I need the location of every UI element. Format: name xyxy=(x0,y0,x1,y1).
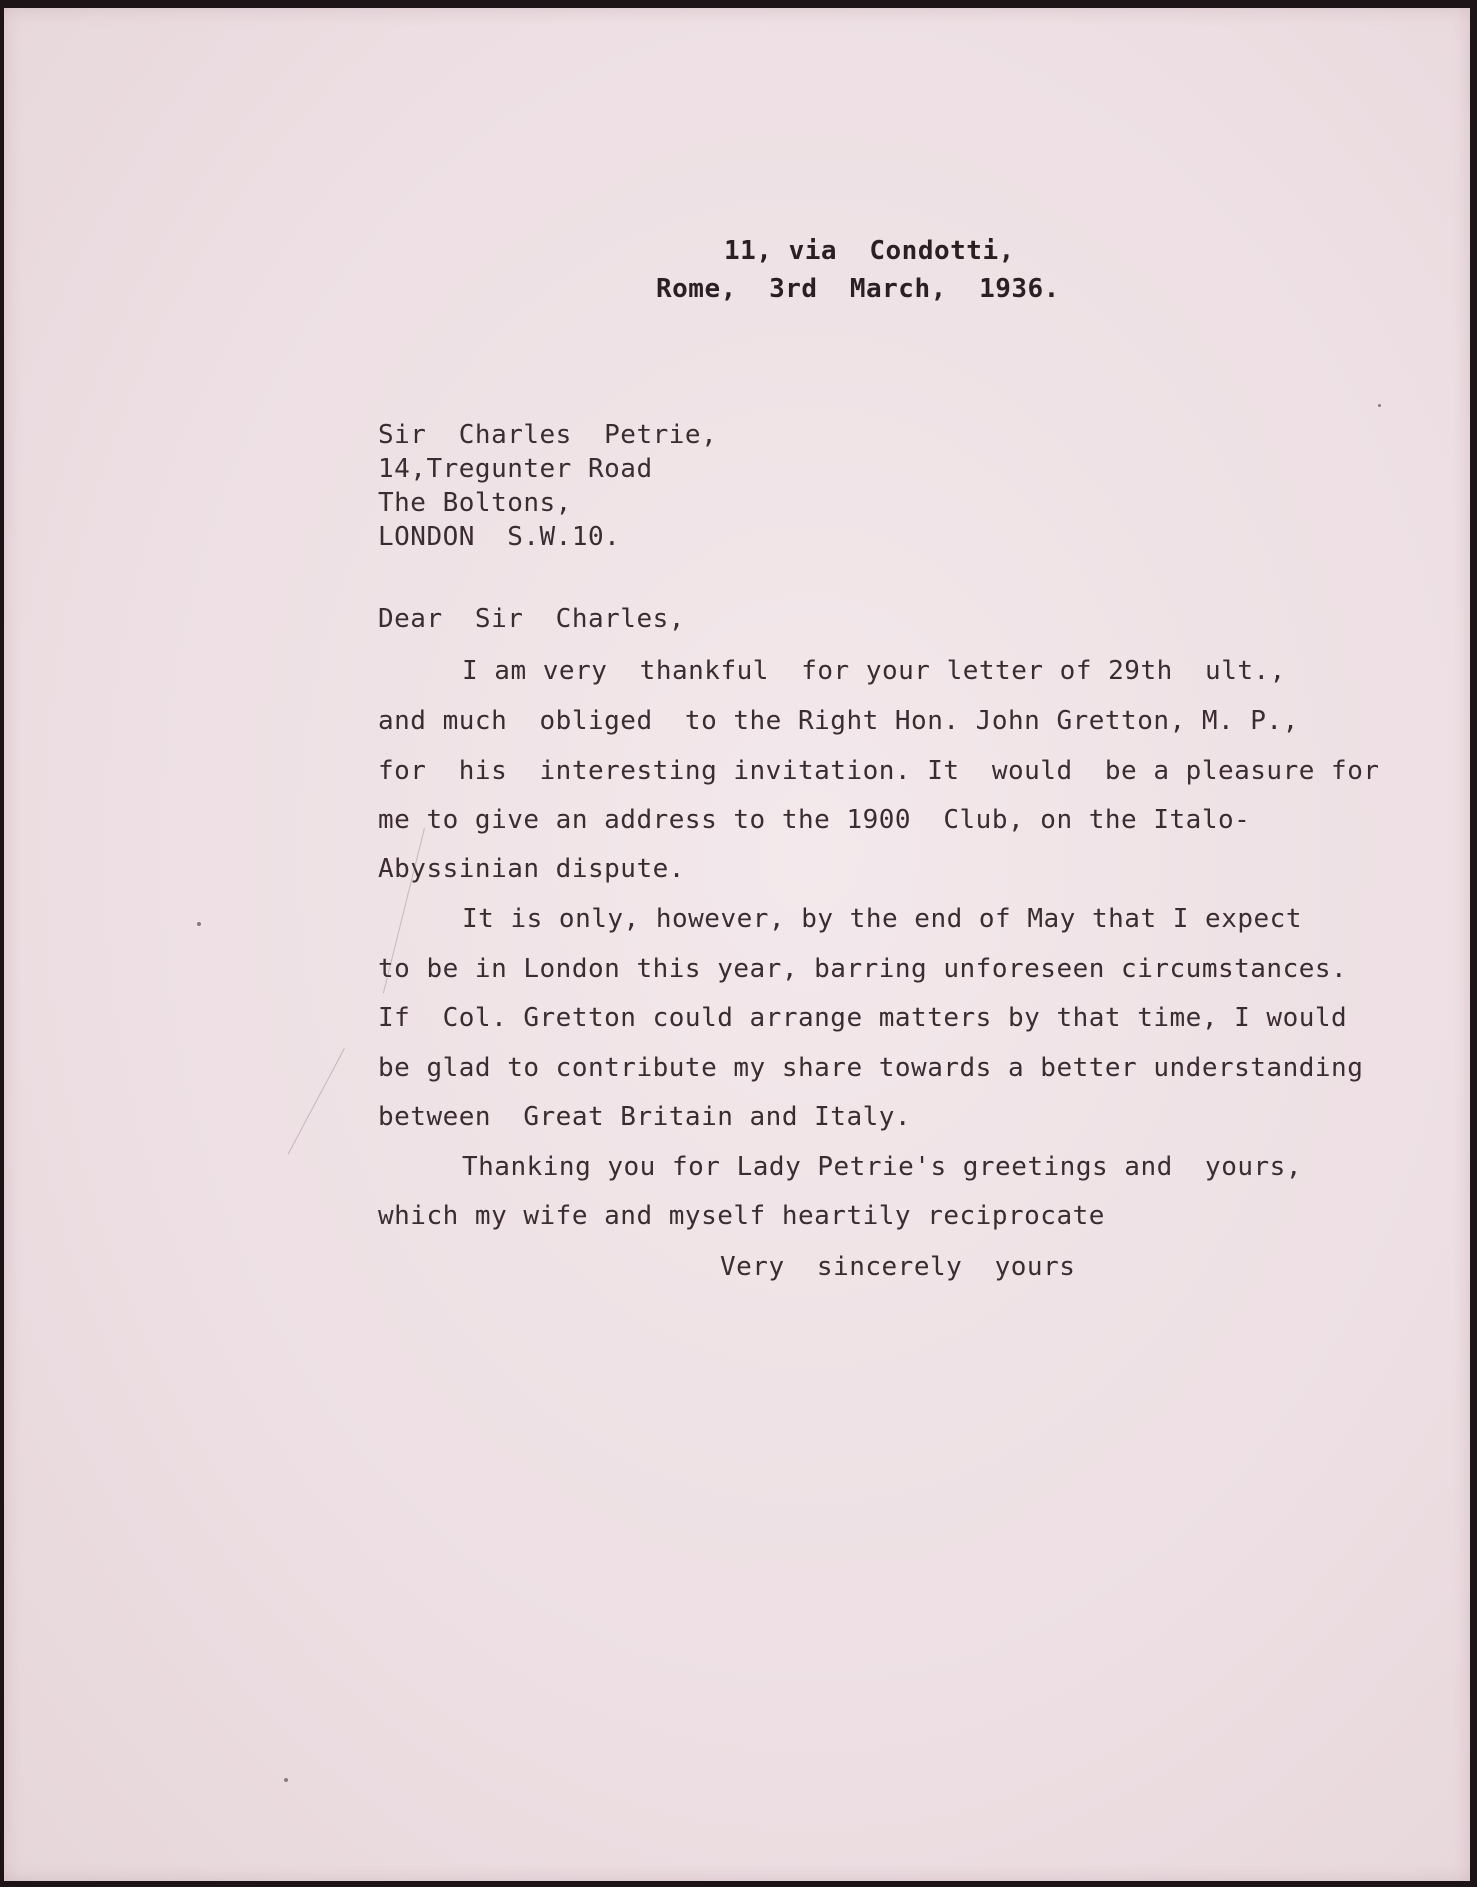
paper-speck xyxy=(197,922,201,926)
sender-date-line: Rome, 3rd March, 1936. xyxy=(656,274,1060,304)
sender-address-line1: 11, via Condotti, xyxy=(724,236,1015,266)
recipient-street: 14,Tregunter Road xyxy=(378,454,653,484)
body-line: and much obliged to the Right Hon. John Gretton, M. P., xyxy=(378,706,1299,736)
pencil-mark xyxy=(288,1048,345,1154)
body-line: It is only, however, by the end of May that I expect xyxy=(462,904,1302,934)
paper-speck xyxy=(1378,404,1381,407)
body-line: between Great Britain and Italy. xyxy=(378,1102,912,1132)
recipient-district: The Boltons, xyxy=(378,488,572,518)
body-line: Thanking you for Lady Petrie's greetings and yours, xyxy=(462,1152,1302,1182)
paper-speck xyxy=(284,1778,288,1782)
body-line: to be in London this year, barring unforeseen circumstances. xyxy=(378,954,1348,984)
body-line: If Col. Gretton could arrange matters by that time, I would xyxy=(378,1003,1348,1033)
body-line: me to give an address to the 1900 Club, on the Italo- xyxy=(378,805,1251,835)
recipient-city: LONDON S.W.10. xyxy=(378,522,621,552)
body-line: Abyssinian dispute. xyxy=(378,854,685,884)
body-line: I am very thankful for your letter of 29th ult., xyxy=(462,656,1286,686)
salutation: Dear Sir Charles, xyxy=(378,604,685,634)
recipient-name: Sir Charles Petrie, xyxy=(378,420,718,450)
body-line: which my wife and myself heartily reciprocate xyxy=(378,1201,1105,1231)
body-line: for his interesting invitation. It would be a pleasure for xyxy=(378,756,1380,786)
body-line: be glad to contribute my share towards a better understanding xyxy=(378,1053,1364,1083)
closing: Very sincerely yours xyxy=(720,1252,1076,1282)
letter-sheet xyxy=(4,8,1470,1881)
